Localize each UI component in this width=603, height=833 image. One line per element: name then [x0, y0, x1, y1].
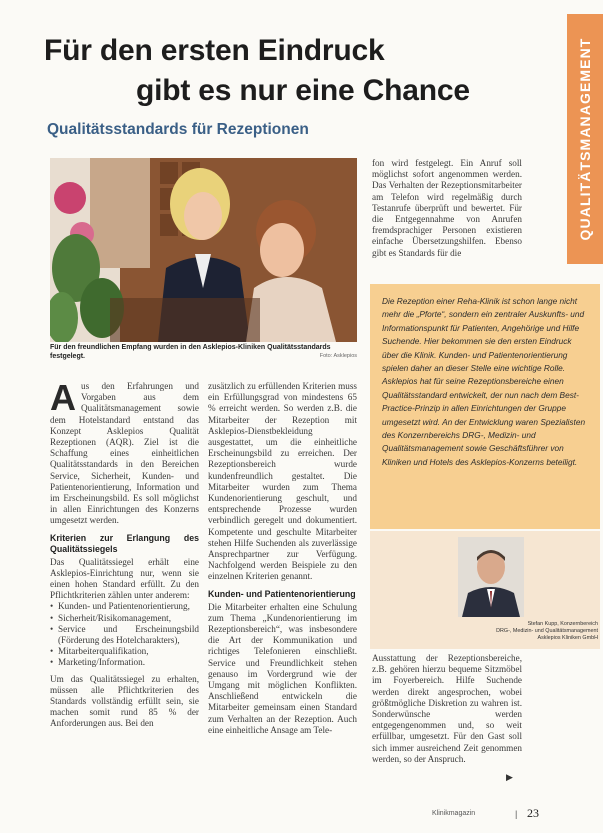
section-tab	[567, 14, 603, 264]
criteria-heading: Kriterien zur Erlangung des Qualitätssiegels	[50, 532, 199, 554]
column-3-top	[372, 158, 522, 259]
drop-cap: A	[50, 377, 76, 418]
photo-credit: Foto: Asklepios	[319, 353, 357, 359]
column-3-top-paragraph: fon wird festgelegt. Ein Anruf soll möglichst sofort angenommen werden. Das Verhalten der Rezeptionsmitarbeiter am Telefon wird regelmäßig durch Testanrufe überprüft und bewertet. Für die Entgegennahme von Anrufen fremdsprachiger Personen existieren einfache Übersetzungshilfen. Ebenso gibt es Standards für die	[372, 158, 522, 258]
section-tab-label: QUALITÄTSMANAGEMENT	[577, 37, 593, 241]
continue-arrow-icon: ▶	[506, 772, 513, 782]
list-item: • Sicherheit/Risikomanagement,	[50, 613, 199, 624]
criteria-list	[50, 601, 199, 668]
list-item: • Kunden- und Patientenorientierung,	[50, 601, 199, 612]
list-item: • Mitarbeiterqualifikation,	[50, 646, 199, 657]
portrait-illustration	[458, 537, 524, 617]
criteria-paragraph: Das Qualitätssiegel erhält eine Asklepios-Einrichtung nur, wenn sie einen hohen Standard erfüllt. Zu den Pflichtkriterien zählen unter anderem:	[50, 556, 199, 601]
title-line-2: gibt es nur eine Chance	[136, 74, 470, 107]
list-item: • Marketing/Information.	[50, 657, 199, 668]
footer-separator: |	[515, 809, 518, 819]
title-line-1: Für den ersten Eindruck	[44, 34, 385, 67]
column-3-bottom	[372, 653, 522, 765]
list-item: • Service und Erscheinungsbild (Förderung des Hotelcharakters),	[50, 624, 199, 646]
column-3-bottom-paragraph: Ausstattung der Rezeptionsbereiche, z.B. gehören hierzu bequeme Sitzmöbel im Foyerbereich. Hilfe Suchende werden direkt angesprochen, wobei größtmögliche Diskretion zu wahren ist. Sonderwünsche werden entgegengenommen und, so weit erfüllbar, umgesetzt. Für den Gast soll sich immer ausreichend Zeit genommen werden, so der Anspruch.	[372, 653, 522, 764]
additional-criteria-paragraph: zusätzlich zu erfüllenden Kriterien muss ein Erfüllungsgrad von mindestens 65 % erreicht werden. So werden z.B. die Mitarbeiter der Rezeption mit Asklepios-Dienstbekleidung ausgestattet, um die einheitliche Erscheinungsbild zu erreichen. Der Rezeptionsbereich wurde kundenfreundlich gestaltet. Die Mitarbeiter wurden zum Thema Kundenorientierung geschult, und entsprechende Prozesse wurden verbindlich geregelt und dokumentiert. Kompetente und geschulte Mitarbeiter stehen Hilfe Suchenden als zuverlässige Ansprechpartner zur Verfügung. Nachfolgend werden Beispiele zu den einzelnen Kriterien genannt.	[208, 381, 357, 582]
portrait-photo	[458, 537, 524, 617]
footer-publication: Klinikmagazin	[432, 810, 476, 817]
requirements-paragraph: Um das Qualitätssiegel zu erhalten, müssen alle Pflichtkriterien des Standards vollständig erfüllt sein, sie machen somit rund 85 % der Anforderungen aus. Bei den	[50, 673, 199, 729]
pull-quote	[370, 284, 600, 529]
portrait-caption-role: DRG-, Medizin- und Qualitätsmanagement	[496, 628, 598, 635]
customer-orientation-paragraph: Die Mitarbeiter erhalten eine Schulung zum Thema „Kundenorientierung im Rezeptionsbereich“, was insbesondere die Art der Kommunikation und richtiges Telefonieren einschließt. Service und Freundlichkeit stehen genauso im Vordergrund wie der Umgang mit möglichen Konflikten. Anschließend entwickeln die Mitarbeiter gemeinsam einen Standard zum Verhalten an der Rezeption. Auch eine einheitliche Ansage am Tele-	[208, 601, 357, 735]
customer-orientation-heading: Kunden- und Patientenorientierung	[208, 588, 356, 599]
portrait-caption-company: Asklepios Kliniken GmbH	[537, 635, 598, 642]
column-2	[208, 381, 357, 736]
intro-paragraph: us den Erfahrungen und Vorgaben aus dem Qualitätsmanagement sowie dem Hotelstandard entstand das Konzept Asklepios Qualität Rezeptionen (AQR). Ziel ist die Schaffung eines einheitlichen Qualitätsstandards in den Bereichen Service, Sicherheit, Kunden- und Patientenorientierung, Information und im Erscheinungsbild. Es soll möglichst in allen Einrichtungen des Konzerns umgesetzt werden.	[50, 381, 199, 526]
portrait-caption	[372, 621, 598, 643]
portrait-caption-name: Stefan Kupp, Konzernbereich	[527, 621, 598, 627]
page-number: 23	[527, 806, 539, 820]
photo-caption: Für den freundlichen Empfang wurden in den Asklepios-Kliniken Qualitätsstandards festgelegt.	[50, 344, 331, 361]
column-1	[50, 377, 199, 730]
pull-quote-text: Die Rezeption einer Reha-Klinik ist schon lange nicht mehr die „Pforte“, sondern ein zentraler Auskunfts- und Informationspunkt für Patienten, Angehörige und Hilfe Suchende. Hier bekommen sie den ersten Eindruck über die Klinik. Kunden- und Patientenorientierung spielen daher an dieser Stelle eine wichtige Rolle. Asklepios hat für seine Rezeptionsbereiche einen Qualitätsstandard entwickelt, der nun nach dem Best-Practice-Prinzip in allen Einrichtungen der Gruppe umgesetzt wird. An der Entwicklung waren Spezialisten des Konzernbereichs DRG-, Medizin- und Qualitätsmanagement sowie Geschäftsführer von Kliniken und Hotels des Asklepios-Konzerns beteiligt.	[382, 296, 586, 467]
subtitle: Qualitätsstandards für Rezeptionen	[47, 121, 309, 138]
reception-photo	[50, 158, 357, 342]
reception-photo-illustration	[50, 158, 357, 342]
